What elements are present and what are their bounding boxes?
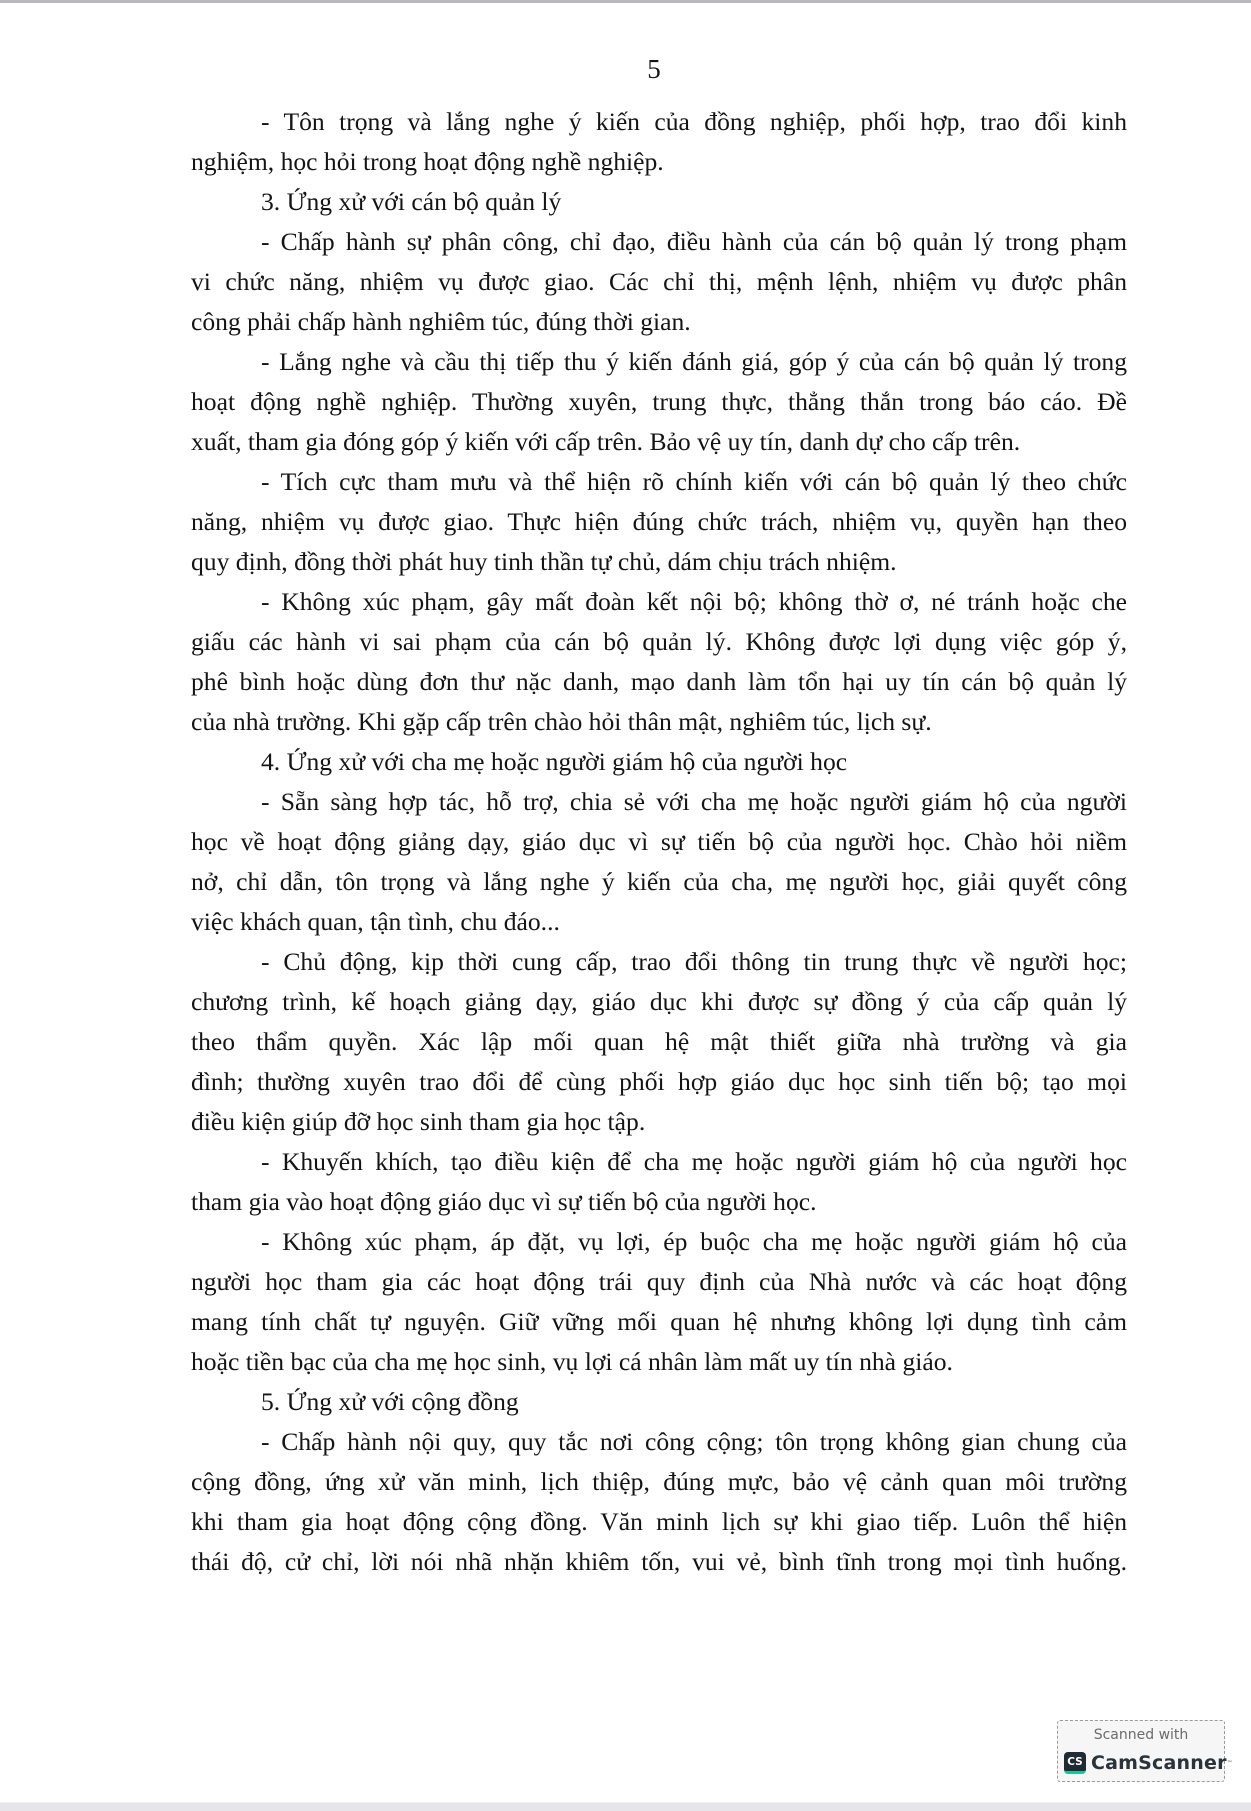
page-number: 5	[647, 54, 661, 84]
document-body	[191, 102, 1127, 1582]
text-line: thái độ, cử chỉ, lời nói nhã nhặn khiêm tốn, vui vẻ, bình tĩnh trong mọi tình huống.	[191, 1547, 1127, 1576]
text-line: vi chức năng, nhiệm vụ được giao. Các chỉ thị, mệnh lệnh, nhiệm vụ được phân	[191, 267, 1127, 296]
section-heading: 5. Ứng xử với cộng đồng	[261, 1387, 519, 1416]
watermark-brand	[1064, 1752, 1233, 1774]
text-line: - Không xúc phạm, gây mất đoàn kết nội bộ; không thờ ơ, né tránh hoặc che	[261, 587, 1127, 616]
text-line: đình; thường xuyên trao đổi để cùng phối hợp giáo dục học sinh tiến bộ; tạo mọi	[191, 1067, 1127, 1096]
text-line: việc khách quan, tận tình, chu đáo...	[191, 907, 560, 936]
text-line: nở, chỉ dẫn, tôn trọng và lắng nghe ý kiến của cha, mẹ người học, giải quyết công	[191, 867, 1127, 896]
text-line: học về hoạt động giảng dạy, giáo dục vì sự tiến bộ của người học. Chào hỏi niềm	[191, 827, 1127, 856]
text-line: nghiệm, học hỏi trong hoạt động nghề nghiệp.	[191, 147, 664, 176]
watermark-caption: Scanned with	[1093, 1727, 1189, 1743]
text-line: - Tôn trọng và lắng nghe ý kiến của đồng nghiệp, phối hợp, trao đổi kinh	[261, 107, 1127, 136]
text-line: người học tham gia các hoạt động trái quy định của Nhà nước và các hoạt động	[191, 1267, 1127, 1296]
text-line: mang tính chất tự nguyện. Giữ vững mối quan hệ nhưng không lợi dụng tình cảm	[191, 1307, 1127, 1336]
text-line: hoạt động nghề nghiệp. Thường xuyên, trung thực, thẳng thắn trong báo cáo. Đề	[191, 387, 1127, 416]
scan-top-edge	[0, 0, 1251, 3]
camscanner-logo-icon: CS	[1064, 1752, 1086, 1774]
text-line: giấu các hành vi sai phạm của cán bộ quản lý. Không được lợi dụng việc góp ý,	[191, 627, 1127, 656]
text-line: - Chấp hành nội quy, quy tắc nơi công cộng; tôn trọng không gian chung của	[261, 1427, 1127, 1456]
text-line: tham gia vào hoạt động giáo dục vì sự tiến bộ của người học.	[191, 1187, 817, 1216]
text-line: - Không xúc phạm, áp đặt, vụ lợi, ép buộc cha mẹ hoặc người giám hộ của	[261, 1227, 1127, 1256]
section-heading: 3. Ứng xử với cán bộ quản lý	[261, 187, 562, 216]
text-line: - Lắng nghe và cầu thị tiếp thu ý kiến đánh giá, góp ý của cán bộ quản lý trong	[261, 347, 1127, 376]
text-line: - Tích cực tham mưu và thể hiện rõ chính kiến với cán bộ quản lý theo chức	[261, 467, 1127, 496]
text-line: khi tham gia hoạt động cộng đồng. Văn minh lịch sự khi giao tiếp. Luôn thể hiện	[191, 1507, 1127, 1536]
text-line: của nhà trường. Khi gặp cấp trên chào hỏi thân mật, nghiêm túc, lịch sự.	[191, 707, 932, 736]
text-line: - Chấp hành sự phân công, chỉ đạo, điều hành của cán bộ quản lý trong phạm	[261, 227, 1127, 256]
text-line: - Khuyến khích, tạo điều kiện để cha mẹ hoặc người giám hộ của người học	[261, 1147, 1127, 1176]
text-line: phê bình hoặc dùng đơn thư nặc danh, mạo danh làm tổn hại uy tín cán bộ quản lý	[191, 667, 1127, 696]
text-line: công phải chấp hành nghiêm túc, đúng thời gian.	[191, 307, 691, 336]
text-line: theo thẩm quyền. Xác lập mối quan hệ mật thiết giữa nhà trường và gia	[191, 1027, 1127, 1056]
section-heading: 4. Ứng xử với cha mẹ hoặc người giám hộ của người học	[261, 747, 848, 776]
text-line: hoặc tiền bạc của cha mẹ học sinh, vụ lợi cá nhân làm mất uy tín nhà giáo.	[191, 1347, 953, 1376]
text-line: quy định, đồng thời phát huy tinh thần tự chủ, dám chịu trách nhiệm.	[191, 547, 897, 576]
text-line: điều kiện giúp đỡ học sinh tham gia học tập.	[191, 1107, 646, 1136]
text-line: xuất, tham gia đóng góp ý kiến với cấp trên. Bảo vệ uy tín, danh dự cho cấp trên.	[191, 427, 1021, 456]
text-line: năng, nhiệm vụ được giao. Thực hiện đúng chức trách, nhiệm vụ, quyền hạn theo	[191, 507, 1127, 536]
text-line: - Chủ động, kịp thời cung cấp, trao đổi thông tin trung thực về người học;	[261, 947, 1127, 976]
text-line: - Sẵn sàng hợp tác, hỗ trợ, chia sẻ với cha mẹ hoặc người giám hộ của người	[261, 787, 1127, 816]
watermark-brand-name: CamScanner	[1091, 1752, 1227, 1774]
camscanner-watermark	[1057, 1720, 1233, 1782]
trademark-symbol: ™	[1226, 1759, 1233, 1767]
text-line: cộng đồng, ứng xử văn minh, lịch thiệp, đúng mực, bảo vệ cảnh quan môi trường	[191, 1467, 1127, 1496]
text-line: chương trình, kế hoạch giảng dạy, giáo dục khi được sự đồng ý của cấp quản lý	[191, 987, 1127, 1016]
